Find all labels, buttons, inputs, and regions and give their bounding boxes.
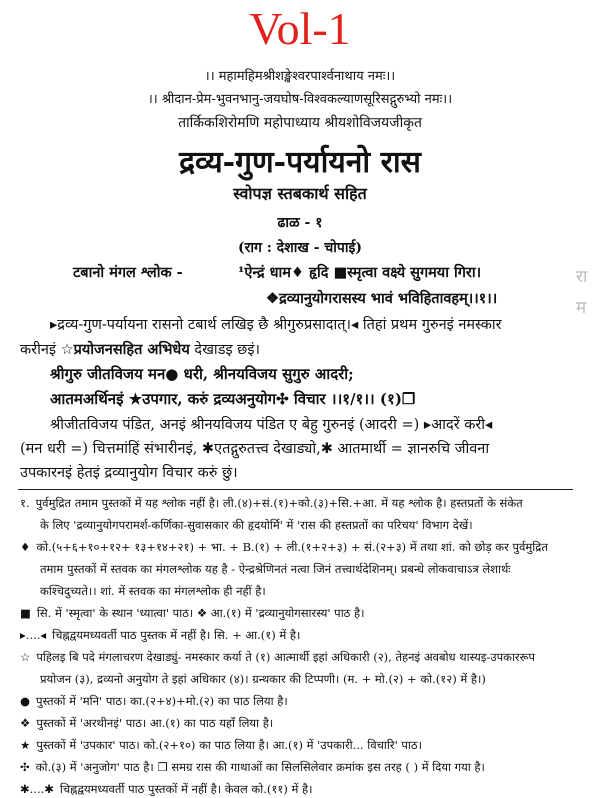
footnote-line	[20, 650, 535, 665]
footnote-marker: ♦	[20, 540, 31, 554]
footnote-line	[20, 738, 422, 753]
subtitle: स्वोपज्ञ स्तबकार्थ सहित	[233, 184, 367, 203]
mangal-shloka-line-2: ❖द्रव्यानुयोगरासस्य भावं भविहितावहम्।।१।।	[266, 290, 498, 307]
paragraph-2-line-2: (मन धरी =) चित्तमांहिं संभारीनइं, ✱एतद्गुरुतत्त्व देखाड्यो,✱ आतमार्थी = ज्ञानरुचि जीवना	[20, 441, 490, 457]
dhal-number: ढाळ - १	[277, 215, 323, 231]
footnote-line	[20, 760, 485, 775]
footnote-text: पुस्तकों में 'मनि' पाठ। का.(२+४)+मो.(२) का पाठ लिया है।	[36, 694, 288, 708]
footnote-text: कश्चिदुच्यते।। शां. में स्तवक का मंगलश्लोक ही नहीं है।	[40, 584, 266, 598]
footnote-marker: १.	[20, 496, 30, 510]
footnote-text: पुर्वमुद्रित तमाम पुस्तकों में यह श्लोक नहीं है। ली.(४)+सं.(१)+को.(३)+सि.+आ. में यह श्लोक है। हस्तप्रतों के संकेत	[35, 496, 523, 510]
verse-line-1: श्रीगुरु जीतविजय मन● धरी, श्रीनयविजय सुगुरु आदरी;	[50, 365, 354, 383]
paragraph-1-bold: प्रयोजनसहित अभिधेय	[73, 341, 190, 358]
footnote-line	[20, 496, 523, 511]
volume-label: Vol-1	[249, 3, 351, 54]
footnote-text: प्रयोजन (३), द्रव्यनो अनुयोग ते इहां अधिकार (४)। ग्रन्थकार की टिप्पणी। (म. + मो.(२) + को.(१२) में है।)	[40, 672, 486, 686]
footnote-line	[40, 584, 266, 599]
footnote-line	[20, 716, 273, 731]
paragraph-1-text: देखाडइ छइं।	[189, 342, 260, 358]
footnote-marker: ●	[20, 694, 31, 708]
footnote-text: के लिए 'द्रव्यानुयोगपरामर्श-कर्णिका-सुवासकार की हृदयोर्मि' में 'रास की हस्तप्रतों का परिचय' विभाग देखें।	[40, 518, 473, 532]
mangal-shloka-line-1: ¹ऐन्द्रं धाम♦ हृदि ■स्मृत्वा वक्ष्ये सुगमया गिरा।	[238, 264, 482, 281]
footnote-marker: ▸....◂	[20, 628, 47, 642]
footnote-text: चिह्नद्वयमध्यवर्ती पाठ पुस्तक में नहीं है। सि. + आ.(१) में है।	[52, 628, 301, 642]
margin-letter: रा	[576, 267, 588, 287]
footnote-text: सि. में 'स्मृत्वा' के स्थान 'ध्यात्वा' पाठ। ❖ आ.(१) में 'द्रव्यानुयोगसारस्य' पाठ है।	[36, 606, 365, 620]
footnote-text: चिह्नद्वयमध्यवर्ती पाठ पुस्तकों में नहीं है। केवल को.(११) में है।	[59, 782, 313, 796]
footnote-text: पहिलइ बि पदे मंगलाचरण देखाड्युं- नमस्कार कर्या ते (१) आत्मार्थी इहां अधिकारी (२), तेहनइं अवबोध थास्यइ-उपकाररूप	[36, 650, 536, 664]
footnote-text: पुस्तकों में 'अरथीनइं' पाठ। आ.(१) का पाठ यहाँ लिया है।	[36, 716, 274, 730]
paragraph-1-line-1: ▸द्रव्य-गुण-पर्यायना रासनो टबार्थ लखिइ छै श्रीगुरुप्रसादात्।◂ तिहां प्रथम गुरुनइं नमस्कार	[50, 317, 502, 333]
footnote-marker: ✱....✱	[20, 782, 54, 796]
footnote-marker: ★	[20, 738, 31, 752]
invocation-2: ।। श्रीदान-प्रेम-भुवनभानु-जयघोष-विश्वकल्याणसूरिसद्गुरुभ्यो नमः।।	[147, 92, 453, 107]
footnote-divider	[18, 489, 573, 490]
footnote-text: पुस्तकों में 'उपकार' पाठ। को.(२+१०) का पाठ लिया है। आ.(१) में 'उपकारी... विचारि' पाठ।	[36, 738, 422, 752]
footnote-text: को.(३) में 'अनुजोग' पाठ है। ❐ समग्र रास की गाथाओं का सिलसिलेवार क्रमांक इस तरह ( ) में दिया गया है।	[35, 760, 485, 774]
footnote-marker: ■	[20, 606, 31, 620]
author-line: तार्किकशिरोमणि महोपाध्याय श्रीयशोविजयजीकृत	[178, 115, 422, 131]
footnote-line	[20, 540, 548, 555]
margin-letter: म	[576, 298, 587, 318]
footnote-line	[40, 562, 511, 577]
footnote-marker: ❖	[20, 716, 31, 730]
footnote-line	[20, 606, 365, 621]
footnote-text: तमाम पुस्तकों में स्तवक का मंगलश्लोक यह है - ऐन्द्रश्रेणिनतं नत्वा जिनं तत्त्वार्थदेशिनम्। प्रबन्धे लोकवाचाऽत्र लेशार्थः	[40, 562, 511, 576]
footnote-text: को.(५+६+१०+१२+ १३+१४+२१) + भा. + B.(१) + ली.(१+२+३) + सं.(२+३) में तथा शां. को छोड़ कर पुर्वमुद्रित	[36, 540, 548, 554]
footnote-line	[20, 782, 312, 797]
paragraph-2-line-3: उपकारनइं हेतइं द्रव्यानुयोग विचार करुं छुं।	[20, 465, 238, 481]
footnote-marker: ☆	[20, 650, 31, 664]
footnote-line	[20, 628, 300, 643]
paragraph-1-text: करीनइं ☆	[20, 342, 74, 358]
mangal-label: टबानो मंगल श्लोक -	[73, 264, 183, 281]
footnote-line	[40, 672, 486, 687]
paragraph-2-line-1: श्रीजीतविजय पंडित, अनइं श्रीनयविजय पंडित ए बेहु गुरुनइं (आदरी =) ▸आदरें करी◂	[50, 417, 493, 433]
footnote-line	[20, 694, 288, 709]
raga-line: (राग : देशाख - चोपाई)	[238, 240, 362, 256]
verse-line-2: आतमअर्थिनइं ★उपगार, करुं द्रव्यअनुयोग✣ विचार ।।१/१।। (१)❐	[50, 390, 416, 408]
footnote-marker: ✣	[20, 760, 30, 774]
invocation-1: ।। महामहिमश्रीशङ्खेश्वरपार्श्वनाथाय नमः।।	[204, 69, 396, 84]
page-title: द्रव्य-गुण-पर्यायनो रास	[179, 145, 421, 180]
footnote-line	[40, 518, 473, 533]
